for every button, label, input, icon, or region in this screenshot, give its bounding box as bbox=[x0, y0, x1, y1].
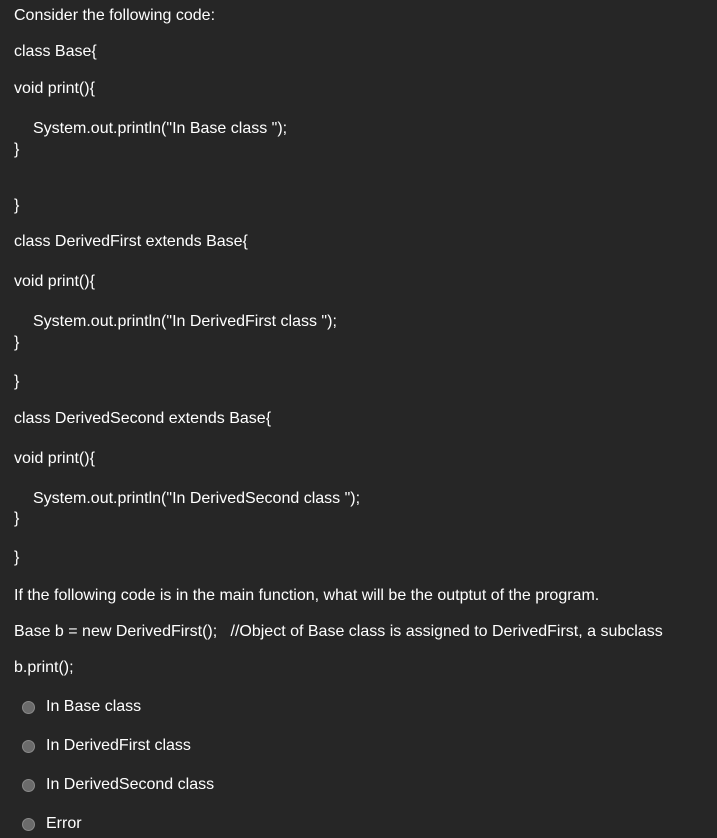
question-prompt: If the following code is in the main function, what will be the outptut of the program. bbox=[14, 587, 600, 604]
code-line: } bbox=[14, 510, 20, 527]
main-code-line: b.print(); bbox=[14, 659, 74, 676]
code-line: } bbox=[14, 141, 20, 158]
radio-button[interactable] bbox=[22, 779, 35, 792]
code-line: class DerivedSecond extends Base{ bbox=[14, 410, 272, 427]
option-in-derivedfirst-class[interactable] bbox=[22, 736, 191, 756]
code-line: System.out.println("In DerivedFirst class "); bbox=[33, 313, 337, 330]
option-error[interactable] bbox=[22, 814, 82, 834]
option-in-base-class[interactable] bbox=[22, 697, 141, 717]
code-line: } bbox=[14, 197, 20, 214]
code-line: void print(){ bbox=[14, 450, 95, 467]
option-label: In DerivedFirst class bbox=[46, 737, 191, 754]
code-line: class DerivedFirst extends Base{ bbox=[14, 233, 248, 250]
question-intro: Consider the following code: bbox=[14, 7, 216, 24]
option-label: Error bbox=[46, 815, 82, 832]
radio-button[interactable] bbox=[22, 818, 35, 831]
code-line: void print(){ bbox=[14, 273, 95, 290]
code-line: } bbox=[14, 334, 20, 351]
radio-button[interactable] bbox=[22, 701, 35, 714]
code-line: } bbox=[14, 549, 20, 566]
option-label: In Base class bbox=[46, 698, 142, 715]
code-line: class Base{ bbox=[14, 43, 97, 60]
code-line: System.out.println("In DerivedSecond class "); bbox=[33, 490, 361, 507]
code-line: System.out.println("In Base class "); bbox=[33, 120, 288, 137]
radio-button[interactable] bbox=[22, 740, 35, 753]
code-line: } bbox=[14, 373, 20, 390]
option-label: In DerivedSecond class bbox=[46, 776, 215, 793]
option-in-derivedsecond-class[interactable] bbox=[22, 775, 214, 795]
code-line: void print(){ bbox=[14, 80, 95, 97]
main-code-line: Base b = new DerivedFirst(); //Object of Base class is assigned to DerivedFirst, a subclass bbox=[14, 623, 663, 640]
